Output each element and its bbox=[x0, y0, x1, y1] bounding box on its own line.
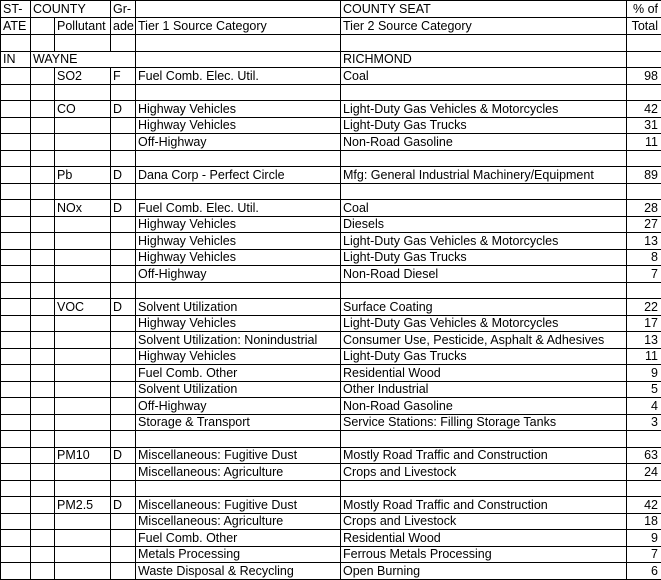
county-cell bbox=[31, 497, 55, 514]
grade-cell: D bbox=[111, 447, 136, 464]
county-cell bbox=[31, 167, 55, 184]
state-cell bbox=[1, 447, 31, 464]
percent-cell: 17 bbox=[627, 315, 661, 332]
table-row bbox=[1, 167, 661, 184]
empty-cell bbox=[627, 183, 661, 200]
tier1-cell: Highway Vehicles bbox=[136, 249, 341, 266]
pollutant-cell bbox=[55, 563, 111, 580]
empty-cell bbox=[341, 282, 627, 299]
tier1-cell: Fuel Comb. Elec. Util. bbox=[136, 68, 341, 85]
county-cell bbox=[31, 398, 55, 415]
empty-cell bbox=[341, 480, 627, 497]
county-cell bbox=[31, 513, 55, 530]
table-row bbox=[1, 464, 661, 481]
state-cell bbox=[1, 398, 31, 415]
tier2-cell: Mfg: General Industrial Machinery/Equipment bbox=[341, 167, 627, 184]
state-cell bbox=[1, 249, 31, 266]
table-row bbox=[1, 200, 661, 217]
percent-cell: 24 bbox=[627, 464, 661, 481]
county-name: WAYNE bbox=[31, 51, 136, 68]
table-row bbox=[1, 447, 661, 464]
grade-cell: D bbox=[111, 200, 136, 217]
grade-cell bbox=[111, 348, 136, 365]
pollutant-cell: CO bbox=[55, 101, 111, 118]
state-cell bbox=[1, 101, 31, 118]
county-cell bbox=[31, 200, 55, 217]
tier2-cell: Crops and Livestock bbox=[341, 464, 627, 481]
empty-cell bbox=[31, 84, 55, 101]
percent-cell: 42 bbox=[627, 101, 661, 118]
county-cell bbox=[31, 563, 55, 580]
empty-cell bbox=[341, 150, 627, 167]
tier1-cell: Off-Highway bbox=[136, 134, 341, 151]
tier1-cell: Highway Vehicles bbox=[136, 233, 341, 250]
empty-cell bbox=[136, 150, 341, 167]
grade-cell bbox=[111, 117, 136, 134]
county-cell bbox=[31, 233, 55, 250]
percent-cell: 22 bbox=[627, 299, 661, 316]
pollutant-cell bbox=[55, 513, 111, 530]
empty-cell bbox=[1, 150, 31, 167]
tier2-cell: Consumer Use, Pesticide, Asphalt & Adhesives bbox=[341, 332, 627, 349]
grade-cell bbox=[111, 381, 136, 398]
table-row bbox=[1, 365, 661, 382]
county-cell bbox=[31, 414, 55, 431]
empty-cell bbox=[627, 150, 661, 167]
percent-cell: 27 bbox=[627, 216, 661, 233]
header-grade-bottom: ade bbox=[111, 18, 136, 35]
table-row bbox=[1, 68, 661, 85]
table-row bbox=[1, 332, 661, 349]
empty-cell bbox=[111, 84, 136, 101]
empty-cell bbox=[111, 35, 136, 52]
spacer-row bbox=[1, 35, 661, 52]
table-row bbox=[1, 101, 661, 118]
county-cell bbox=[31, 216, 55, 233]
tier2-cell: Non-Road Gasoline bbox=[341, 134, 627, 151]
county-cell bbox=[31, 134, 55, 151]
county-cell bbox=[31, 348, 55, 365]
empty-cell bbox=[111, 183, 136, 200]
table-row bbox=[1, 497, 661, 514]
empty-cell bbox=[1, 35, 31, 52]
tier1-cell: Dana Corp - Perfect Circle bbox=[136, 167, 341, 184]
empty-cell bbox=[111, 480, 136, 497]
tier2-cell: Light-Duty Gas Vehicles & Motorcycles bbox=[341, 101, 627, 118]
spacer-row bbox=[1, 431, 661, 448]
empty-cell bbox=[136, 84, 341, 101]
empty-cell bbox=[55, 480, 111, 497]
tier1-cell: Metals Processing bbox=[136, 546, 341, 563]
state-cell bbox=[1, 332, 31, 349]
tier1-cell: Highway Vehicles bbox=[136, 101, 341, 118]
table-row bbox=[1, 398, 661, 415]
percent-cell: 3 bbox=[627, 414, 661, 431]
tier2-cell: Surface Coating bbox=[341, 299, 627, 316]
tier1-cell: Miscellaneous: Fugitive Dust bbox=[136, 447, 341, 464]
state-cell bbox=[1, 497, 31, 514]
pollutant-cell bbox=[55, 546, 111, 563]
tier1-cell: Solvent Utilization bbox=[136, 299, 341, 316]
header-percent-bottom: Total bbox=[627, 18, 661, 35]
percent-cell: 7 bbox=[627, 546, 661, 563]
tier1-cell: Miscellaneous: Fugitive Dust bbox=[136, 497, 341, 514]
empty-cell bbox=[111, 282, 136, 299]
empty-cell bbox=[1, 431, 31, 448]
state-cell bbox=[1, 200, 31, 217]
header-blank bbox=[136, 1, 341, 18]
table-row bbox=[1, 546, 661, 563]
pollutant-cell bbox=[55, 398, 111, 415]
county-cell bbox=[31, 332, 55, 349]
empty-cell bbox=[627, 431, 661, 448]
tier2-cell: Residential Wood bbox=[341, 365, 627, 382]
state-cell bbox=[1, 299, 31, 316]
pollutant-cell bbox=[55, 266, 111, 283]
empty-cell bbox=[341, 35, 627, 52]
state-cell bbox=[1, 315, 31, 332]
empty-cell bbox=[627, 51, 661, 68]
tier2-cell: Light-Duty Gas Trucks bbox=[341, 117, 627, 134]
empty-cell bbox=[341, 183, 627, 200]
pollutant-cell bbox=[55, 117, 111, 134]
empty-cell bbox=[55, 150, 111, 167]
tier1-cell: Highway Vehicles bbox=[136, 348, 341, 365]
county-cell bbox=[31, 101, 55, 118]
percent-cell: 63 bbox=[627, 447, 661, 464]
table-row bbox=[1, 233, 661, 250]
grade-cell: F bbox=[111, 68, 136, 85]
empty-cell bbox=[31, 282, 55, 299]
percent-cell: 13 bbox=[627, 332, 661, 349]
spacer-row bbox=[1, 480, 661, 497]
tier2-cell: Coal bbox=[341, 200, 627, 217]
tier1-cell: Highway Vehicles bbox=[136, 117, 341, 134]
empty-cell bbox=[1, 480, 31, 497]
percent-cell: 5 bbox=[627, 381, 661, 398]
county-cell bbox=[31, 299, 55, 316]
pollutant-cell bbox=[55, 216, 111, 233]
state-cell bbox=[1, 134, 31, 151]
header-county: COUNTY bbox=[31, 1, 111, 18]
empty-cell bbox=[1, 84, 31, 101]
tier1-cell: Fuel Comb. Other bbox=[136, 365, 341, 382]
tier2-cell: Diesels bbox=[341, 216, 627, 233]
percent-cell: 11 bbox=[627, 348, 661, 365]
empty-cell bbox=[136, 183, 341, 200]
empty-cell bbox=[55, 431, 111, 448]
grade-cell bbox=[111, 398, 136, 415]
table-row bbox=[1, 315, 661, 332]
spacer-row bbox=[1, 84, 661, 101]
county-cell bbox=[31, 546, 55, 563]
empty-cell bbox=[55, 183, 111, 200]
percent-cell: 98 bbox=[627, 68, 661, 85]
header-pollutant: Pollutant bbox=[55, 18, 111, 35]
location-row bbox=[1, 51, 661, 68]
pollutant-cell bbox=[55, 381, 111, 398]
state-cell bbox=[1, 216, 31, 233]
header-state-bottom: ATE bbox=[1, 18, 31, 35]
tier1-cell: Off-Highway bbox=[136, 266, 341, 283]
county-cell bbox=[31, 447, 55, 464]
table-row bbox=[1, 348, 661, 365]
pollutant-cell bbox=[55, 134, 111, 151]
tier2-cell: Non-Road Gasoline bbox=[341, 398, 627, 415]
county-cell bbox=[31, 464, 55, 481]
county-cell bbox=[31, 315, 55, 332]
grade-cell bbox=[111, 266, 136, 283]
header-grade-top: Gr- bbox=[111, 1, 136, 18]
tier2-cell: Residential Wood bbox=[341, 530, 627, 547]
tier2-cell: Crops and Livestock bbox=[341, 513, 627, 530]
spacer-row bbox=[1, 183, 661, 200]
tier1-cell: Highway Vehicles bbox=[136, 216, 341, 233]
pollutant-cell bbox=[55, 332, 111, 349]
tier2-cell: Service Stations: Filling Storage Tanks bbox=[341, 414, 627, 431]
tier2-cell: Light-Duty Gas Trucks bbox=[341, 249, 627, 266]
pollutant-cell bbox=[55, 233, 111, 250]
percent-cell: 31 bbox=[627, 117, 661, 134]
table-row bbox=[1, 134, 661, 151]
county-cell bbox=[31, 266, 55, 283]
pollutant-cell: SO2 bbox=[55, 68, 111, 85]
grade-cell bbox=[111, 513, 136, 530]
state-cell bbox=[1, 68, 31, 85]
tier2-cell: Coal bbox=[341, 68, 627, 85]
empty-cell bbox=[111, 150, 136, 167]
empty-cell bbox=[55, 84, 111, 101]
county-cell bbox=[31, 530, 55, 547]
tier2-cell: Light-Duty Gas Vehicles & Motorcycles bbox=[341, 233, 627, 250]
empty-cell bbox=[627, 480, 661, 497]
table-row bbox=[1, 381, 661, 398]
state-cell bbox=[1, 381, 31, 398]
percent-cell: 42 bbox=[627, 497, 661, 514]
empty-cell bbox=[136, 431, 341, 448]
state-cell bbox=[1, 266, 31, 283]
empty-cell bbox=[31, 150, 55, 167]
pollutant-cell bbox=[55, 530, 111, 547]
empty-cell bbox=[31, 431, 55, 448]
percent-cell: 11 bbox=[627, 134, 661, 151]
state-cell bbox=[1, 348, 31, 365]
table-row bbox=[1, 216, 661, 233]
grade-cell bbox=[111, 546, 136, 563]
empty-cell bbox=[1, 183, 31, 200]
grade-cell: D bbox=[111, 299, 136, 316]
state-cell bbox=[1, 167, 31, 184]
county-cell bbox=[31, 117, 55, 134]
pollutant-cell bbox=[55, 464, 111, 481]
pollutant-cell bbox=[55, 414, 111, 431]
county-cell bbox=[31, 249, 55, 266]
empty-cell bbox=[341, 84, 627, 101]
pollutant-cell: VOC bbox=[55, 299, 111, 316]
pollutant-cell: NOx bbox=[55, 200, 111, 217]
percent-cell: 18 bbox=[627, 513, 661, 530]
pollutant-cell bbox=[55, 315, 111, 332]
state-cell bbox=[1, 414, 31, 431]
grade-cell bbox=[111, 134, 136, 151]
empty-cell bbox=[1, 282, 31, 299]
grade-cell bbox=[111, 249, 136, 266]
state-cell bbox=[1, 117, 31, 134]
pollutant-cell: PM2.5 bbox=[55, 497, 111, 514]
tier1-cell: Solvent Utilization bbox=[136, 381, 341, 398]
percent-cell: 8 bbox=[627, 249, 661, 266]
empty-cell bbox=[55, 35, 111, 52]
state-cell bbox=[1, 546, 31, 563]
grade-cell bbox=[111, 332, 136, 349]
header-tier2: Tier 2 Source Category bbox=[341, 18, 627, 35]
table-row bbox=[1, 563, 661, 580]
empty-cell bbox=[31, 35, 55, 52]
table-row bbox=[1, 530, 661, 547]
empty-cell bbox=[341, 431, 627, 448]
state-cell bbox=[1, 365, 31, 382]
grade-cell: D bbox=[111, 101, 136, 118]
grade-cell bbox=[111, 414, 136, 431]
state-cell bbox=[1, 464, 31, 481]
header-row-1 bbox=[1, 1, 661, 18]
empty-cell bbox=[55, 282, 111, 299]
percent-cell: 6 bbox=[627, 563, 661, 580]
state-cell bbox=[1, 513, 31, 530]
tier2-cell: Light-Duty Gas Trucks bbox=[341, 348, 627, 365]
county-cell bbox=[31, 365, 55, 382]
tier1-cell: Fuel Comb. Other bbox=[136, 530, 341, 547]
spacer-row bbox=[1, 282, 661, 299]
tier2-cell: Light-Duty Gas Vehicles & Motorcycles bbox=[341, 315, 627, 332]
percent-cell: 28 bbox=[627, 200, 661, 217]
percent-cell: 9 bbox=[627, 530, 661, 547]
empty-cell bbox=[111, 431, 136, 448]
tier2-cell: Non-Road Diesel bbox=[341, 266, 627, 283]
table-row bbox=[1, 117, 661, 134]
tier2-cell: Open Burning bbox=[341, 563, 627, 580]
table-row bbox=[1, 249, 661, 266]
empty-cell bbox=[136, 480, 341, 497]
tier1-cell: Fuel Comb. Elec. Util. bbox=[136, 200, 341, 217]
percent-cell: 89 bbox=[627, 167, 661, 184]
header-tier1: Tier 1 Source Category bbox=[136, 18, 341, 35]
grade-cell bbox=[111, 563, 136, 580]
percent-cell: 4 bbox=[627, 398, 661, 415]
pollutant-cell bbox=[55, 348, 111, 365]
state-cell bbox=[1, 530, 31, 547]
empty-cell bbox=[136, 35, 341, 52]
pollutant-cell: Pb bbox=[55, 167, 111, 184]
pollutant-cell: PM10 bbox=[55, 447, 111, 464]
table-row bbox=[1, 299, 661, 316]
header-row-2 bbox=[1, 18, 661, 35]
tier1-cell: Highway Vehicles bbox=[136, 315, 341, 332]
empty-cell bbox=[627, 84, 661, 101]
header-county-seat: COUNTY SEAT bbox=[341, 1, 627, 18]
tier1-cell: Off-Highway bbox=[136, 398, 341, 415]
percent-cell: 7 bbox=[627, 266, 661, 283]
empty-cell bbox=[136, 282, 341, 299]
empty-cell bbox=[627, 282, 661, 299]
tier2-cell: Ferrous Metals Processing bbox=[341, 546, 627, 563]
table-row bbox=[1, 266, 661, 283]
county-cell bbox=[31, 381, 55, 398]
grade-cell bbox=[111, 216, 136, 233]
state-code: IN bbox=[1, 51, 31, 68]
empty-cell bbox=[31, 480, 55, 497]
table-body bbox=[1, 1, 661, 580]
grade-cell bbox=[111, 530, 136, 547]
table-row bbox=[1, 513, 661, 530]
tier1-cell: Waste Disposal & Recycling bbox=[136, 563, 341, 580]
empty-cell bbox=[31, 183, 55, 200]
grade-cell bbox=[111, 315, 136, 332]
table-row bbox=[1, 414, 661, 431]
grade-cell bbox=[111, 464, 136, 481]
pollutant-cell bbox=[55, 249, 111, 266]
county-seat-name: RICHMOND bbox=[341, 51, 627, 68]
spacer-row bbox=[1, 150, 661, 167]
tier1-cell: Miscellaneous: Agriculture bbox=[136, 513, 341, 530]
tier1-cell: Storage & Transport bbox=[136, 414, 341, 431]
tier1-cell: Miscellaneous: Agriculture bbox=[136, 464, 341, 481]
header-county-bottom bbox=[31, 18, 55, 35]
grade-cell bbox=[111, 365, 136, 382]
state-cell bbox=[1, 233, 31, 250]
tier1-cell: Solvent Utilization: Nonindustrial bbox=[136, 332, 341, 349]
tier2-cell: Other Industrial bbox=[341, 381, 627, 398]
state-cell bbox=[1, 563, 31, 580]
empty-cell bbox=[627, 35, 661, 52]
percent-cell: 13 bbox=[627, 233, 661, 250]
pollutant-cell bbox=[55, 365, 111, 382]
header-percent-top: % of bbox=[627, 1, 661, 18]
grade-cell: D bbox=[111, 497, 136, 514]
header-state-top: ST- bbox=[1, 1, 31, 18]
empty-cell bbox=[136, 51, 341, 68]
tier2-cell: Mostly Road Traffic and Construction bbox=[341, 497, 627, 514]
grade-cell: D bbox=[111, 167, 136, 184]
tier2-cell: Mostly Road Traffic and Construction bbox=[341, 447, 627, 464]
county-cell bbox=[31, 68, 55, 85]
percent-cell: 9 bbox=[627, 365, 661, 382]
grade-cell bbox=[111, 233, 136, 250]
